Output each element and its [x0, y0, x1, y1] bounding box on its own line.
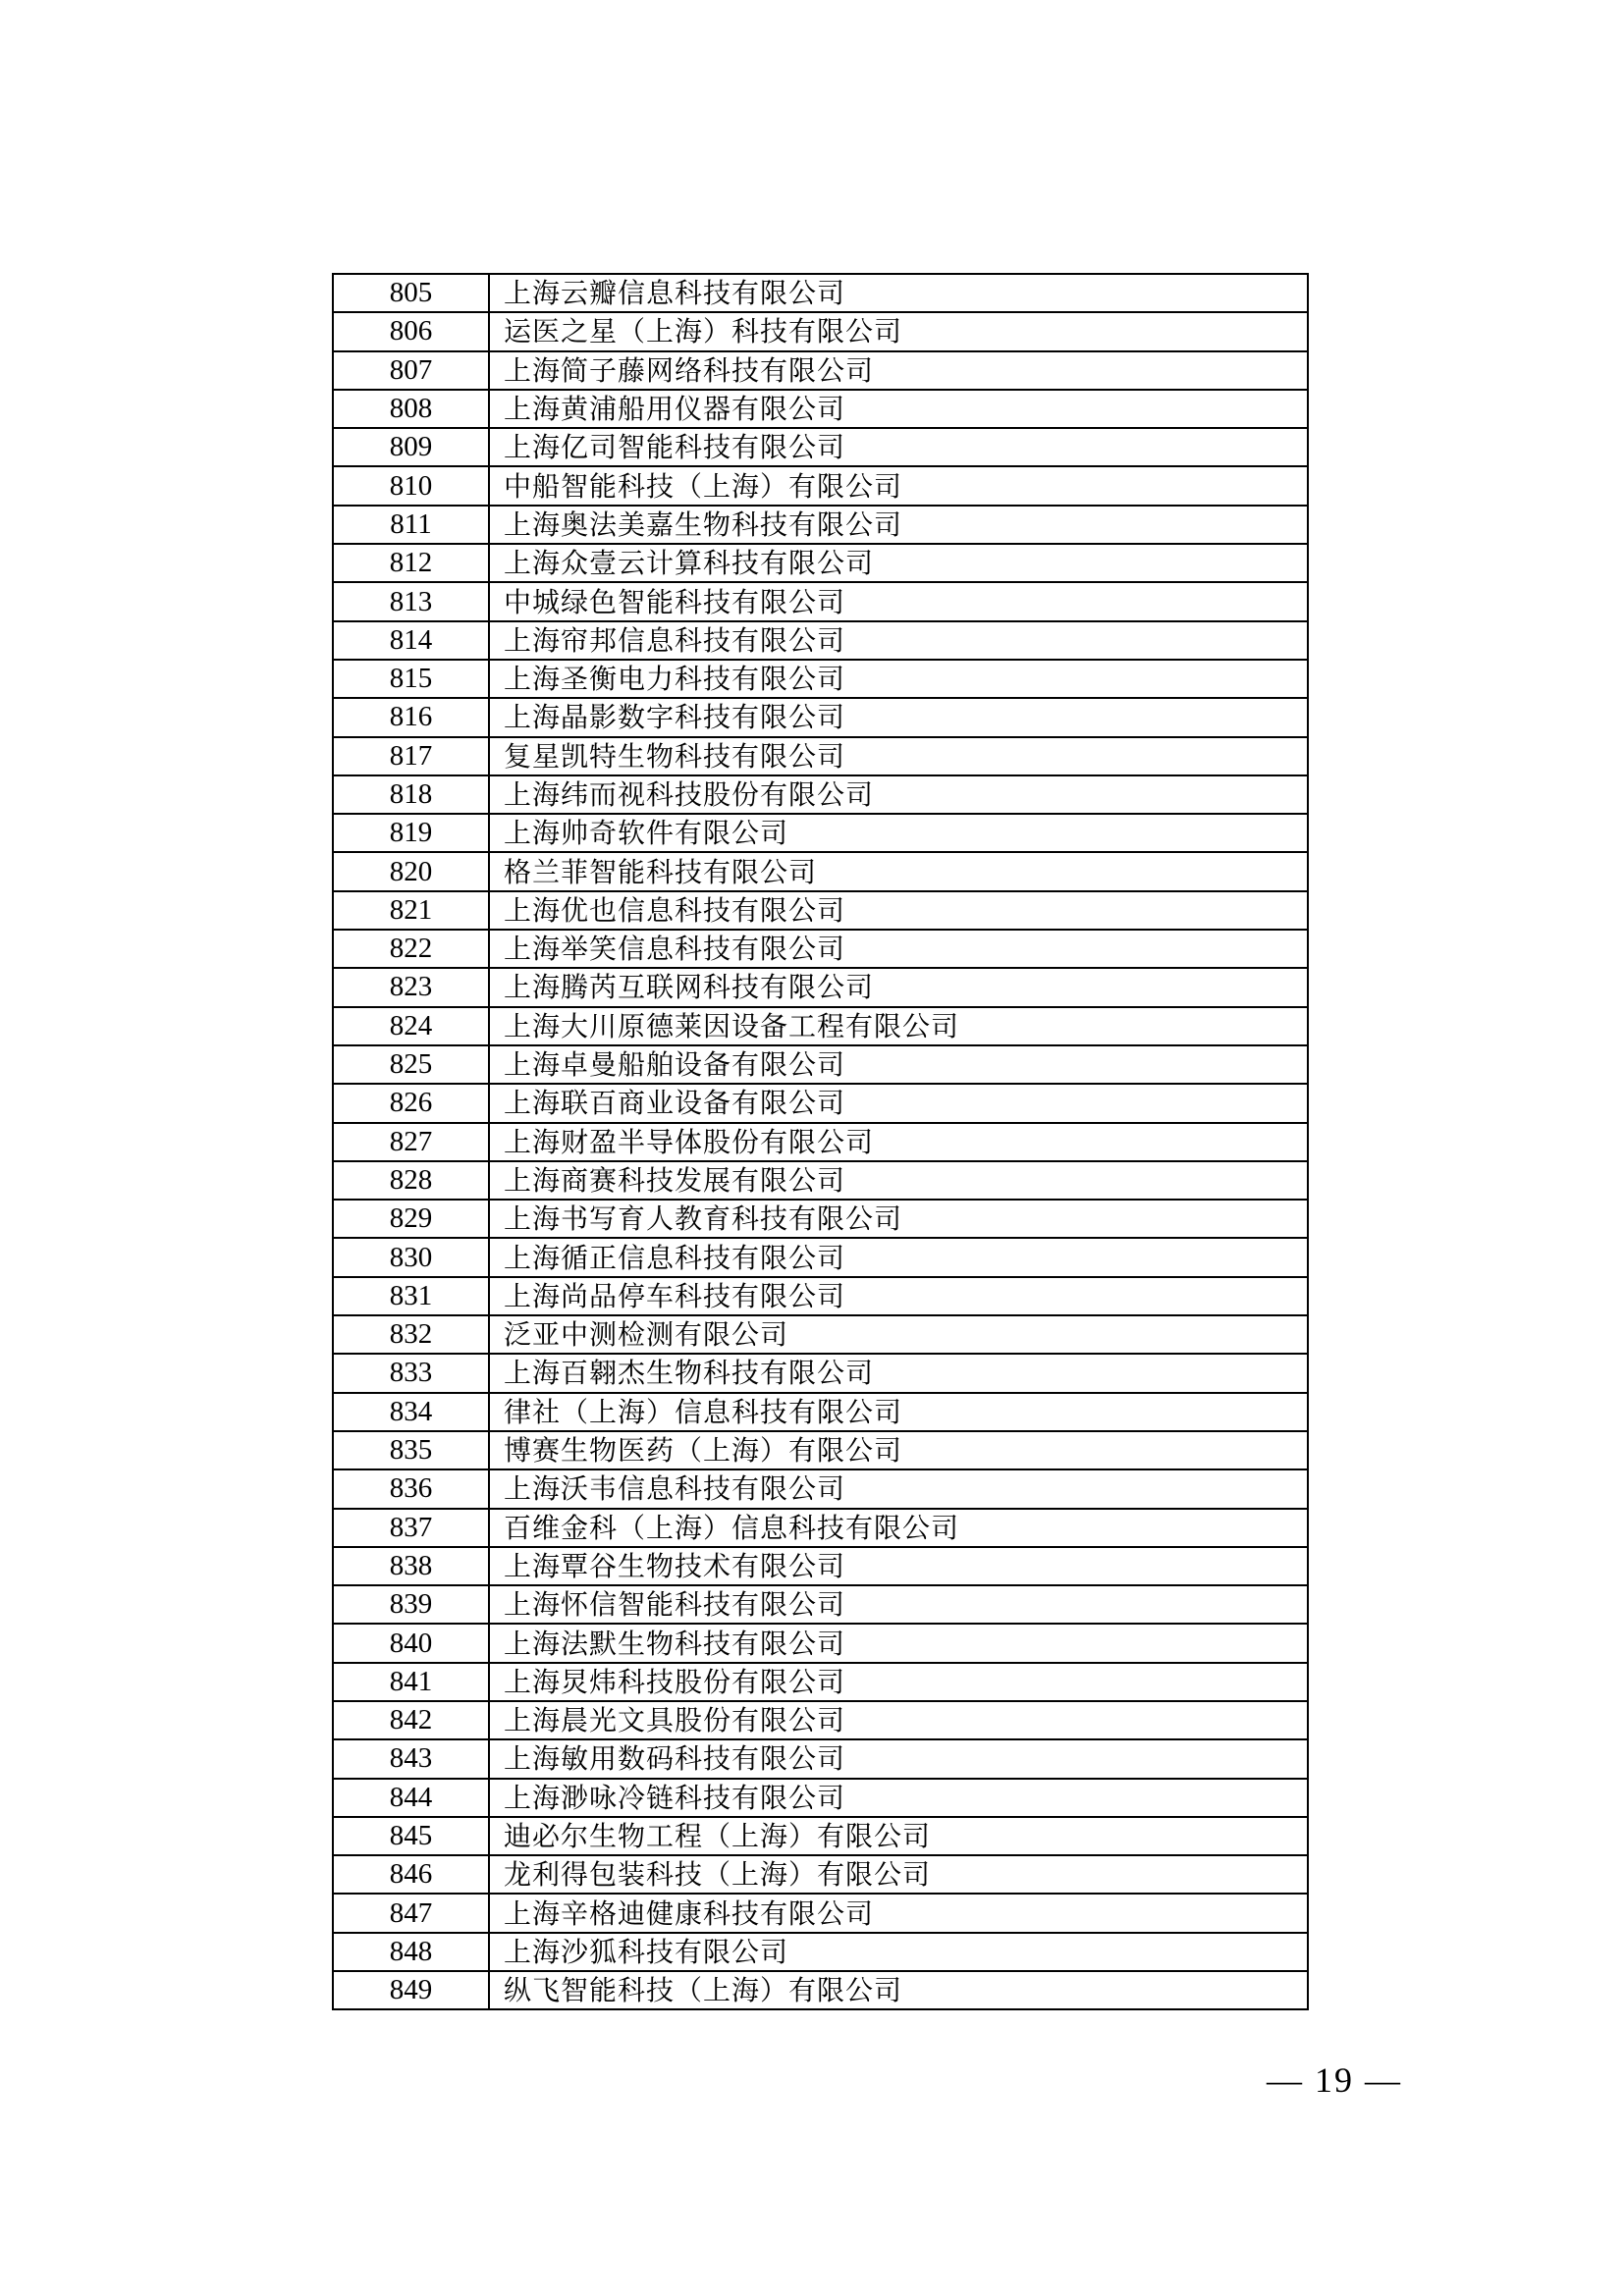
row-number-cell: 815 [333, 660, 489, 698]
table-row [333, 1431, 1308, 1469]
company-name-cell: 上海晨光文具股份有限公司 [489, 1701, 1308, 1739]
company-name-cell: 上海晶影数字科技有限公司 [489, 698, 1308, 736]
company-name-cell: 上海尚品停车科技有限公司 [489, 1277, 1308, 1315]
table-row [333, 852, 1308, 890]
table-row [333, 390, 1308, 428]
row-number-cell: 843 [333, 1739, 489, 1778]
company-name-cell: 纵飞智能科技（上海）有限公司 [489, 1971, 1308, 2009]
table-row [333, 660, 1308, 698]
table-row [333, 1663, 1308, 1701]
row-number-cell: 822 [333, 930, 489, 968]
row-number-cell: 805 [333, 274, 489, 312]
row-number-cell: 824 [333, 1007, 489, 1045]
company-name-cell: 上海联百商业设备有限公司 [489, 1084, 1308, 1122]
row-number-cell: 836 [333, 1469, 489, 1508]
table-row [333, 1547, 1308, 1585]
company-name-cell: 上海帘邦信息科技有限公司 [489, 621, 1308, 660]
company-name-cell: 上海覃谷生物技术有限公司 [489, 1547, 1308, 1585]
row-number-cell: 833 [333, 1354, 489, 1392]
row-number-cell: 844 [333, 1779, 489, 1817]
company-name-cell: 上海辛格迪健康科技有限公司 [489, 1894, 1308, 1932]
table-row [333, 1045, 1308, 1084]
row-number-cell: 825 [333, 1045, 489, 1084]
company-name-cell: 上海循正信息科技有限公司 [489, 1238, 1308, 1276]
row-number-cell: 813 [333, 582, 489, 620]
row-number-cell: 809 [333, 428, 489, 466]
table-row [333, 930, 1308, 968]
table-row [333, 506, 1308, 544]
table-row [333, 1624, 1308, 1662]
row-number-cell: 814 [333, 621, 489, 660]
table-row [333, 428, 1308, 466]
table-row [333, 775, 1308, 814]
row-number-cell: 812 [333, 544, 489, 582]
row-number-cell: 808 [333, 390, 489, 428]
table-row [333, 351, 1308, 390]
row-number-cell: 839 [333, 1585, 489, 1624]
table-row [333, 1509, 1308, 1547]
row-number-cell: 806 [333, 312, 489, 350]
table-row [333, 1933, 1308, 1971]
company-name-cell: 上海云瓣信息科技有限公司 [489, 274, 1308, 312]
row-number-cell: 819 [333, 814, 489, 852]
company-name-cell: 运医之星（上海）科技有限公司 [489, 312, 1308, 350]
company-name-cell: 迪必尔生物工程（上海）有限公司 [489, 1817, 1308, 1855]
row-number-cell: 842 [333, 1701, 489, 1739]
company-name-cell: 上海炅炜科技股份有限公司 [489, 1663, 1308, 1701]
row-number-cell: 817 [333, 737, 489, 775]
table-row [333, 1585, 1308, 1624]
company-name-cell: 泛亚中测检测有限公司 [489, 1315, 1308, 1354]
table-row [333, 1855, 1308, 1894]
row-number-cell: 820 [333, 852, 489, 890]
company-name-cell: 上海渺咏冷链科技有限公司 [489, 1779, 1308, 1817]
table-row [333, 698, 1308, 736]
company-name-cell: 上海圣衡电力科技有限公司 [489, 660, 1308, 698]
company-name-cell: 中城绿色智能科技有限公司 [489, 582, 1308, 620]
row-number-cell: 816 [333, 698, 489, 736]
company-name-cell: 上海怀信智能科技有限公司 [489, 1585, 1308, 1624]
table-row [333, 891, 1308, 930]
row-number-cell: 811 [333, 506, 489, 544]
table-row [333, 1277, 1308, 1315]
table-row [333, 1701, 1308, 1739]
row-number-cell: 835 [333, 1431, 489, 1469]
company-list-table-wrapper [332, 273, 1309, 2010]
company-name-cell: 上海黄浦船用仪器有限公司 [489, 390, 1308, 428]
table-row [333, 1084, 1308, 1122]
row-number-cell: 827 [333, 1123, 489, 1161]
table-row [333, 1123, 1308, 1161]
row-number-cell: 828 [333, 1161, 489, 1200]
company-name-cell: 上海举笑信息科技有限公司 [489, 930, 1308, 968]
company-list-table [332, 273, 1309, 2010]
row-number-cell: 849 [333, 1971, 489, 2009]
table-row [333, 544, 1308, 582]
company-name-cell: 上海优也信息科技有限公司 [489, 891, 1308, 930]
company-name-cell: 上海法默生物科技有限公司 [489, 1624, 1308, 1662]
row-number-cell: 826 [333, 1084, 489, 1122]
company-name-cell: 龙利得包装科技（上海）有限公司 [489, 1855, 1308, 1894]
row-number-cell: 838 [333, 1547, 489, 1585]
table-row [333, 1739, 1308, 1778]
company-name-cell: 上海帅奇软件有限公司 [489, 814, 1308, 852]
table-row [333, 737, 1308, 775]
row-number-cell: 834 [333, 1393, 489, 1431]
table-row [333, 1238, 1308, 1276]
company-name-cell: 复星凯特生物科技有限公司 [489, 737, 1308, 775]
row-number-cell: 830 [333, 1238, 489, 1276]
table-row [333, 1779, 1308, 1817]
table-row [333, 1354, 1308, 1392]
company-name-cell: 上海大川原德莱因设备工程有限公司 [489, 1007, 1308, 1045]
company-name-cell: 格兰菲智能科技有限公司 [489, 852, 1308, 890]
company-name-cell: 百维金科（上海）信息科技有限公司 [489, 1509, 1308, 1547]
company-name-cell: 上海奥法美嘉生物科技有限公司 [489, 506, 1308, 544]
row-number-cell: 810 [333, 466, 489, 505]
company-name-cell: 中船智能科技（上海）有限公司 [489, 466, 1308, 505]
company-name-cell: 上海百翱杰生物科技有限公司 [489, 1354, 1308, 1392]
table-row [333, 1971, 1308, 2009]
company-list-body [333, 274, 1308, 2009]
table-row [333, 1894, 1308, 1932]
company-name-cell: 上海财盈半导体股份有限公司 [489, 1123, 1308, 1161]
company-name-cell: 上海沃韦信息科技有限公司 [489, 1469, 1308, 1508]
table-row [333, 1007, 1308, 1045]
row-number-cell: 845 [333, 1817, 489, 1855]
page-number: — 19 — [1267, 2060, 1402, 2100]
row-number-cell: 847 [333, 1894, 489, 1932]
row-number-cell: 829 [333, 1200, 489, 1238]
table-row [333, 1393, 1308, 1431]
company-name-cell: 上海腾芮互联网科技有限公司 [489, 968, 1308, 1006]
row-number-cell: 841 [333, 1663, 489, 1701]
row-number-cell: 840 [333, 1624, 489, 1662]
table-row [333, 1161, 1308, 1200]
company-name-cell: 上海敏用数码科技有限公司 [489, 1739, 1308, 1778]
row-number-cell: 821 [333, 891, 489, 930]
table-row [333, 621, 1308, 660]
company-name-cell: 上海纬而视科技股份有限公司 [489, 775, 1308, 814]
table-row [333, 1315, 1308, 1354]
row-number-cell: 831 [333, 1277, 489, 1315]
row-number-cell: 823 [333, 968, 489, 1006]
row-number-cell: 832 [333, 1315, 489, 1354]
table-row [333, 274, 1308, 312]
company-name-cell: 上海卓曼船舶设备有限公司 [489, 1045, 1308, 1084]
company-name-cell: 上海书写育人教育科技有限公司 [489, 1200, 1308, 1238]
company-name-cell: 上海简子藤网络科技有限公司 [489, 351, 1308, 390]
table-row [333, 312, 1308, 350]
company-name-cell: 博赛生物医药（上海）有限公司 [489, 1431, 1308, 1469]
row-number-cell: 818 [333, 775, 489, 814]
row-number-cell: 837 [333, 1509, 489, 1547]
company-name-cell: 上海众壹云计算科技有限公司 [489, 544, 1308, 582]
company-name-cell: 上海沙狐科技有限公司 [489, 1933, 1308, 1971]
company-name-cell: 律社（上海）信息科技有限公司 [489, 1393, 1308, 1431]
company-name-cell: 上海亿司智能科技有限公司 [489, 428, 1308, 466]
row-number-cell: 846 [333, 1855, 489, 1894]
table-row [333, 466, 1308, 505]
table-row [333, 814, 1308, 852]
row-number-cell: 848 [333, 1933, 489, 1971]
table-row [333, 1200, 1308, 1238]
table-row [333, 582, 1308, 620]
company-name-cell: 上海商赛科技发展有限公司 [489, 1161, 1308, 1200]
table-row [333, 968, 1308, 1006]
table-row [333, 1469, 1308, 1508]
row-number-cell: 807 [333, 351, 489, 390]
table-row [333, 1817, 1308, 1855]
